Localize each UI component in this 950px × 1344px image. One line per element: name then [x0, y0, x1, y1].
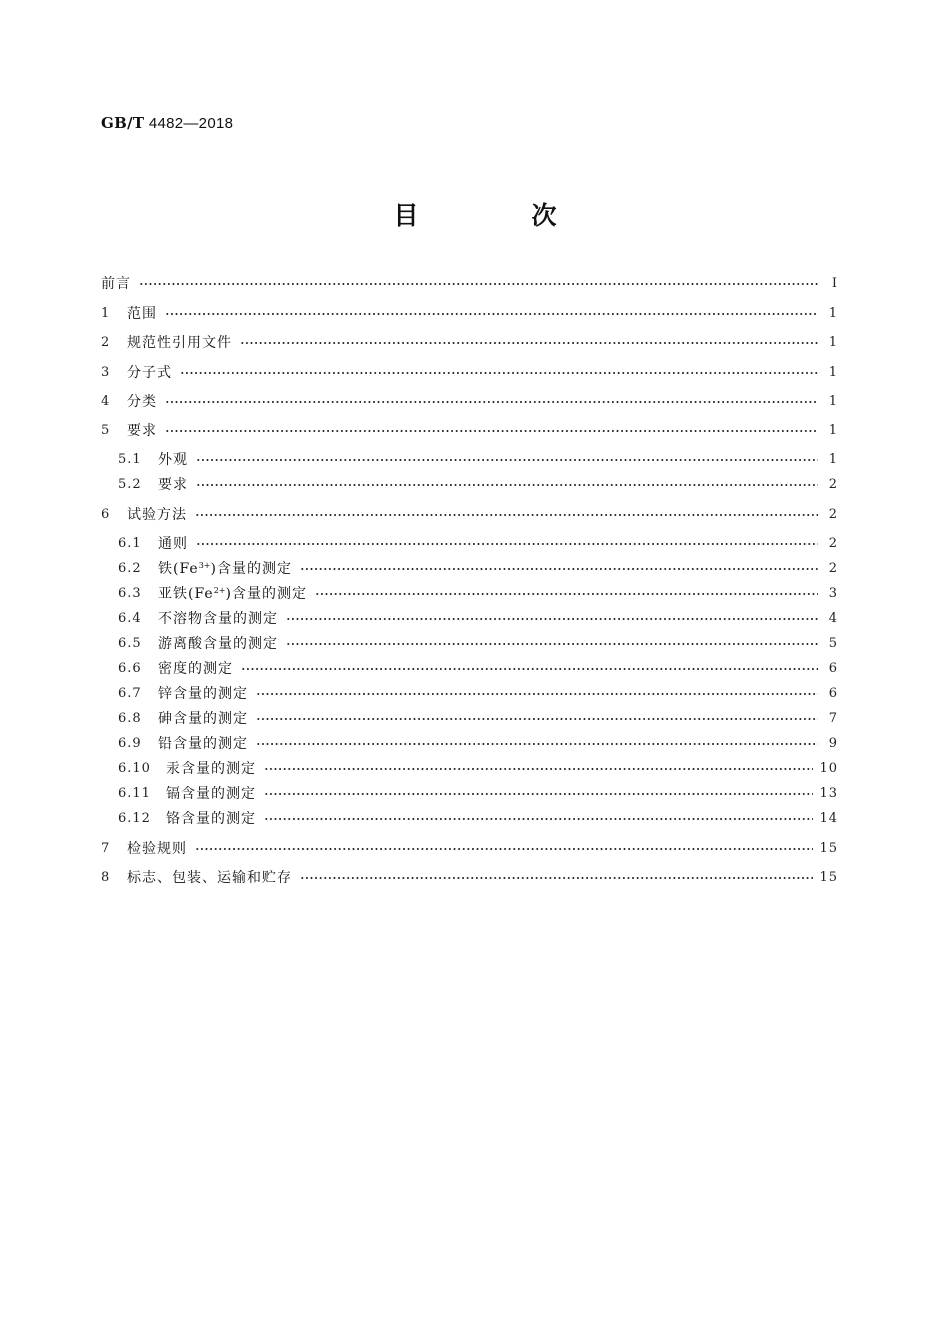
toc-entry-6-4[interactable] — [101, 605, 838, 631]
toc-entry-label: 前言 — [101, 276, 131, 292]
standard-code — [101, 114, 233, 132]
toc-entry-number: 1 — [101, 305, 111, 321]
dot-leader — [264, 764, 813, 774]
dot-leader — [180, 368, 818, 378]
dot-leader — [195, 844, 813, 854]
dot-leader — [240, 338, 818, 348]
toc-entry-6[interactable] — [101, 501, 838, 527]
ion-charge: 2+ — [213, 586, 226, 595]
dot-leader — [196, 480, 818, 490]
toc-entry-2[interactable] — [101, 329, 838, 355]
dot-leader — [256, 739, 818, 749]
toc-entry-label: 要求 — [158, 477, 188, 493]
toc-entry-label — [158, 583, 307, 603]
dot-leader — [300, 873, 813, 883]
toc-entry-6-3[interactable] — [101, 580, 838, 606]
toc-entry-number: 3 — [101, 364, 111, 380]
toc-page-number: 15 — [819, 840, 838, 856]
toc-page-number: 1 — [828, 334, 838, 350]
toc-entry-number: 2 — [101, 334, 111, 350]
toc-entry-label: 镉含量的测定 — [166, 786, 256, 802]
standard-number: 4482—2018 — [148, 115, 234, 132]
toc-entry-label: 通则 — [158, 536, 188, 552]
ion-charge: 3+ — [198, 561, 211, 570]
toc-entry-1[interactable] — [101, 300, 838, 326]
toc-entry-6-5[interactable] — [101, 630, 838, 656]
toc-entry-6-2[interactable] — [101, 555, 838, 581]
toc-entry-label: 不溶物含量的测定 — [158, 611, 278, 627]
toc-entry-6-12[interactable] — [101, 805, 838, 831]
toc-entry-number: 6.12 — [118, 810, 151, 826]
dot-leader — [241, 664, 818, 674]
dot-leader — [195, 510, 818, 520]
toc-entry-6-8[interactable] — [101, 705, 838, 731]
toc-entry-8[interactable] — [101, 864, 838, 890]
dot-leader — [286, 614, 818, 624]
toc-entry-5[interactable] — [101, 417, 838, 443]
toc-page-number: 7 — [828, 710, 838, 726]
label-text: )含量的测定 — [210, 561, 292, 577]
toc-page-number: 5 — [828, 635, 838, 651]
toc-entry-label: 汞含量的测定 — [166, 761, 256, 777]
toc-entry-number: 6.7 — [118, 685, 142, 701]
toc-entry-label: 规范性引用文件 — [127, 335, 232, 351]
toc-entry-label: 范围 — [127, 306, 157, 322]
toc-entry-5-1[interactable] — [101, 446, 838, 472]
toc-entry-label: 分类 — [127, 394, 157, 410]
toc-entry-number: 6.10 — [118, 760, 151, 776]
toc-page-number: 14 — [819, 810, 838, 826]
dot-leader — [196, 539, 818, 549]
toc-entry-number: 6 — [101, 506, 111, 522]
dot-leader — [196, 455, 818, 465]
toc-entry-label: 检验规则 — [127, 841, 187, 857]
toc-entry-6-9[interactable] — [101, 730, 838, 756]
dot-leader — [256, 714, 818, 724]
dot-leader — [315, 589, 818, 599]
standard-prefix: GB/T — [101, 114, 145, 132]
toc-entry-label: 砷含量的测定 — [158, 711, 248, 727]
toc-page-number: 3 — [828, 585, 838, 601]
label-text: 亚铁(Fe — [158, 586, 214, 602]
toc-page-number: 2 — [828, 535, 838, 551]
toc-entry-number: 6.5 — [118, 635, 142, 651]
toc-entry-label: 分子式 — [127, 365, 172, 381]
toc-entry-3[interactable] — [101, 359, 838, 385]
toc-entry-number: 6.11 — [118, 785, 151, 801]
toc-page-number: 1 — [828, 393, 838, 409]
toc-entry-label: 标志、包装、运输和贮存 — [127, 870, 292, 886]
dot-leader — [139, 279, 818, 289]
toc-page-number: 10 — [819, 760, 838, 776]
toc-entry-label: 试验方法 — [127, 507, 187, 523]
toc-entry-6-10[interactable] — [101, 755, 838, 781]
toc-entry-label: 密度的测定 — [158, 661, 233, 677]
toc-entry-number: 6.1 — [118, 535, 142, 551]
page-title: 目 次 — [393, 201, 601, 230]
toc-page-number: 13 — [819, 785, 838, 801]
toc-entry-label: 铬含量的测定 — [166, 811, 256, 827]
toc-page-number: 2 — [828, 560, 838, 576]
dot-leader — [165, 309, 818, 319]
toc-page-number: 1 — [828, 422, 838, 438]
dot-leader — [256, 689, 818, 699]
toc-entry-6-1[interactable] — [101, 530, 838, 556]
dot-leader — [264, 789, 813, 799]
toc-entry-6-6[interactable] — [101, 655, 838, 681]
dot-leader — [264, 814, 813, 824]
toc-page-number: 1 — [828, 364, 838, 380]
toc-entry-number: 8 — [101, 869, 111, 885]
toc-entry-number: 6.8 — [118, 710, 142, 726]
toc-entry-foreword[interactable] — [101, 270, 838, 296]
toc-entry-number: 6.3 — [118, 585, 142, 601]
dot-leader — [300, 564, 818, 574]
toc-page-number: 2 — [828, 506, 838, 522]
toc-entry-number: 6.9 — [118, 735, 142, 751]
toc-entry-number: 4 — [101, 393, 111, 409]
toc-entry-number: 5.2 — [118, 476, 142, 492]
toc-entry-number: 6.2 — [118, 560, 142, 576]
toc-page-number: Ⅰ — [831, 275, 838, 291]
toc-entry-label: 要求 — [127, 423, 157, 439]
toc-page-number: 1 — [828, 451, 838, 467]
toc-entry-number: 5.1 — [118, 451, 142, 467]
label-text: 铁(Fe — [158, 561, 199, 577]
toc-page-number: 9 — [828, 735, 838, 751]
toc-page-number: 2 — [828, 476, 838, 492]
dot-leader — [165, 397, 818, 407]
toc-entry-number: 5 — [101, 422, 111, 438]
toc-entry-label: 锌含量的测定 — [158, 686, 248, 702]
toc-page-number: 1 — [828, 305, 838, 321]
toc-page-number: 15 — [819, 869, 838, 885]
toc-entry-4[interactable] — [101, 388, 838, 414]
toc-entry-6-7[interactable] — [101, 680, 838, 706]
toc-entry-number: 6.4 — [118, 610, 142, 626]
toc-entry-label: 铅含量的测定 — [158, 736, 248, 752]
label-text: )含量的测定 — [225, 586, 307, 602]
toc-entry-7[interactable] — [101, 835, 838, 861]
toc-page-number: 6 — [828, 660, 838, 676]
dot-leader — [286, 639, 818, 649]
toc-page-number: 4 — [828, 610, 838, 626]
toc-entry-label — [158, 558, 292, 578]
dot-leader — [165, 426, 818, 436]
toc-entry-number: 7 — [101, 840, 111, 856]
toc-entry-label: 游离酸含量的测定 — [158, 636, 278, 652]
toc-page-number: 6 — [828, 685, 838, 701]
toc-entry-6-11[interactable] — [101, 780, 838, 806]
toc-entry-number: 6.6 — [118, 660, 142, 676]
toc-entry-5-2[interactable] — [101, 471, 838, 497]
toc-entry-label: 外观 — [158, 452, 188, 468]
